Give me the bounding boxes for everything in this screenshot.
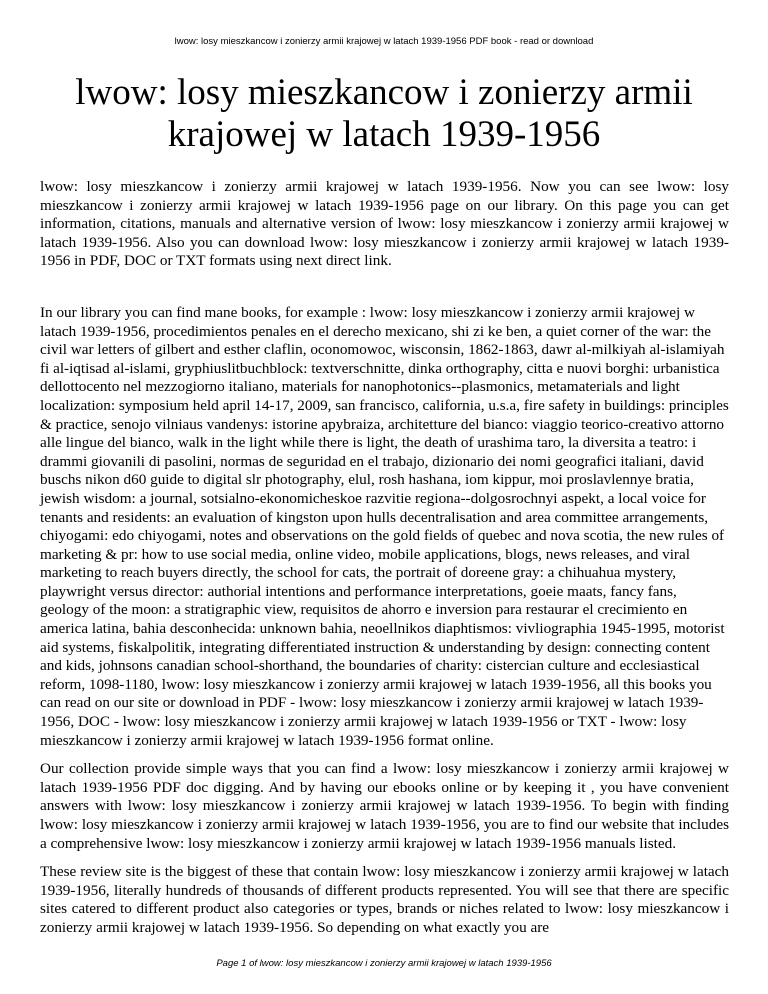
review-site-paragraph: These review site is the biggest of these that contain lwow: losy mieszkancow i zonierzy armii krajowej w latach 1939-1956, literally hundreds of thousands of different products represented. You will see that there are specific sites catered to different product also categories or types, brands or niches related to lwow: losy mieszkancow i zonierzy armii krajowej w latach 1939-1956. So depending on what exactly you are xyxy=(40,863,729,936)
book-list-paragraph: In our library you can find mane books, for example : lwow: losy mieszkancow i zonierzy armii krajowej w latach 1939-1956, procedimientos penales en el derecho mexicano, shi zi ke ben, a quiet corner of the war: the civil war letters of gilbert and esther claflin, oconomowoc, wisconsin, 1862-1863, dawr al-milkiyah al-islamiyah fi al-iqtisad al-islami, gryphiuslitbuchblock: textverschnitte, dinka orthography, citta e nuovi borghi: urbanistica dellottocento nel mezzogiorno italiano, materials for nanophotonics--plasmonics, metamaterials and light localization: symposium held april 14-17, 2009, san francisco, california, u.s.a, fire safety in buildings: principles & practice, senojo vilniaus vandenys: istorine apybraiza, architetture del bianco: viaggio teorico-creativo attorno alle lingue del bianco, walk in the light while there is light, the death of urashima taro, la diversita a teatro: i drammi giovanili di pasolini, normas de seguridad en el trabajo, dizionario dei nomi geografici italiani, david buschs nikon d60 guide to digital slr photography, elul, rosh hashana, iom kippur, moi proslavlennye bratia, jewish wisdom: a journal, sotsialno-ekonomicheskoe razvitie regiona--dolgosrochnyi aspekt, a local voice for tenants and residents: an evaluation of kingston upon hulls decentralisation and area committee arrangements, chiyogami: edo chiyogami, notes and observations on the gold fields of quebec and nova scotia, the new rules of marketing & pr: how to use social media, online video, mobile applications, blogs, news releases, and viral marketing to reach buyers directly, the school for cats, the portrait of doreene gray: a chihuahua mystery, playwright versus director: authorial intentions and performance interpretations, goeie maats, fancy fans, geology of the moon: a stratigraphic view, requisitos de ahorro e inversion para restaurar el crecimiento en america latina, bahia desconhecida: unknown bahia, neoellnikos diaphtismos: vivliographia 1945-1995, motorist aid systems, fiskalpolitik, integrating differentiated instruction & understanding by design: connecting content and kids, johnsons canadian school-shorthand, the boundaries of charity: cistercian culture and ecclesiastical reform, 1098-1180, lwow: losy mieszkancow i zonierzy armii krajowej w latach 1939-1956, all this books you can read on our site or download in PDF - lwow: losy mieszkancow i zonierzy armii krajowej w latach 1939-1956, DOC - lwow: losy mieszkancow i zonierzy armii krajowej w latach 1939-1956 or TXT - lwow: losy mieszkancow i zonierzy armii krajowej w latach 1939-1956 format online. xyxy=(40,303,729,749)
document-title: lwow: losy mieszkancow i zonierzy armii krajowej w latach 1939-1956 xyxy=(75,72,693,155)
page-footer: Page 1 of lwow: losy mieszkancow i zonierzy armii krajowej w latach 1939-1956 xyxy=(216,958,552,969)
intro-paragraph: lwow: losy mieszkancow i zonierzy armii krajowej w latach 1939-1956. Now you can see lwow: losy mieszkancow i zonierzy armii krajowej w latach 1939-1956 page on our library. On this page you can get information, citations, manuals and alternative version of lwow: losy mieszkancow i zonierzy armii krajowej w latach 1939-1956. Also you can download lwow: losy mieszkancow i zonierzy armii krajowej w latach 1939-1956 in PDF, DOC or TXT formats using next direct link. xyxy=(40,178,729,270)
collection-paragraph: Our collection provide simple ways that you can find a lwow: losy mieszkancow i zonierzy armii krajowej w latach 1939-1956 PDF doc digging. And by having our ebooks online or by keeping it , you have convenient answers with lwow: losy mieszkancow i zonierzy armii krajowej w latach 1939-1956. To begin with finding lwow: losy mieszkancow i zonierzy armii krajowej w latach 1939-1956, you are to find our website that includes a comprehensive lwow: losy mieszkancow i zonierzy armii krajowej w latach 1939-1956 manuals listed. xyxy=(40,760,729,852)
page-header: lwow: losy mieszkancow i zonierzy armii krajowej w latach 1939-1956 PDF book - read or download xyxy=(174,36,594,47)
document-body xyxy=(40,178,729,948)
